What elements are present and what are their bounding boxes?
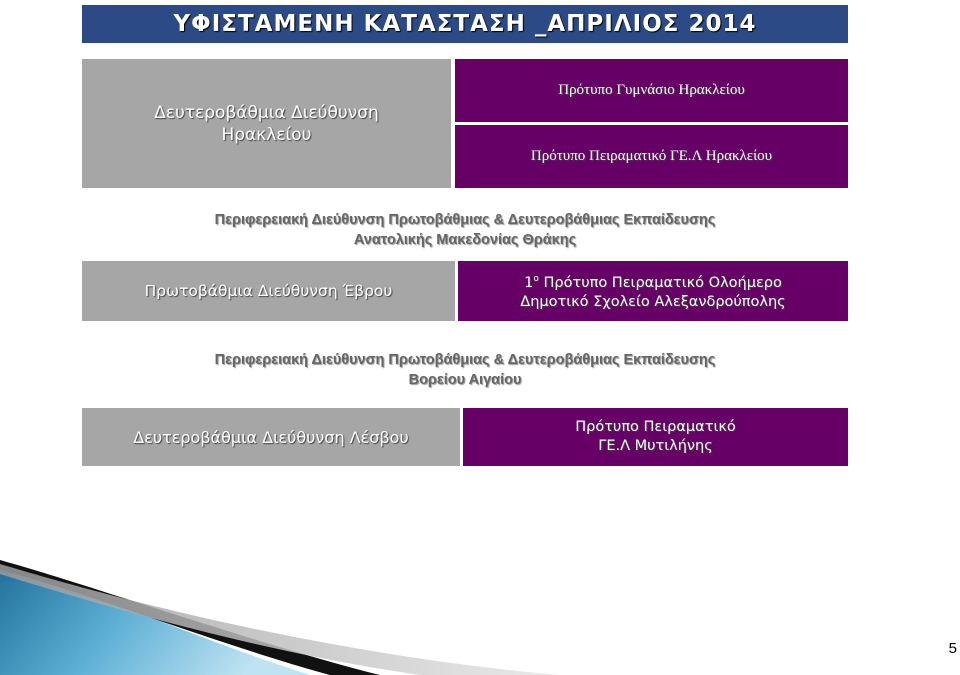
directorate-lesvos-box <box>82 408 460 466</box>
school-lykeio-heraklion-label: Πρότυπο Πειραματικό ΓΕ.Λ Ηρακλείου <box>530 148 773 164</box>
school-lykeio-heraklion-box <box>455 125 848 188</box>
school-mytilene-line-2: ΓΕ.Λ Μυτιλήνης <box>598 438 713 454</box>
directorate-heraklion-label: Δευτεροβάθμια Διεύθυνση Ηρακλείου <box>154 102 379 145</box>
regional-directorate-heading-amth <box>82 210 848 250</box>
heading-line-2: Βορείου Αιγαίου <box>408 372 522 388</box>
school-mytilene-box <box>463 408 848 466</box>
directorate-evros-box <box>82 261 455 321</box>
slide-title: ΥΦΙΣΤΑΜΕΝΗ ΚΑΤΑΣΤΑΣΗ _ΑΠΡΙΛΙΟΣ 2014 <box>82 5 848 43</box>
school-alexandroupoli-box <box>458 261 848 321</box>
decorative-swoosh <box>0 540 960 675</box>
page-number: 5 <box>948 640 957 657</box>
school-mytilene-line-1: Πρότυπο Πειραματικό <box>575 419 736 435</box>
directorate-evros-label: Πρωτοβάθμια Διεύθυνση Έβρου <box>144 282 393 300</box>
heading-line-1: Περιφερειακή Διεύθυνση Πρωτοβάθμιας & Δευτεροβάθμιας Εκπαίδευσης <box>214 352 716 368</box>
heading-line-2: Ανατολικής Μακεδονίας Θράκης <box>353 232 577 248</box>
school-alexandroupoli-line-2: Δημοτικό Σχολείο Αλεξανδρούπολης <box>520 293 786 310</box>
directorate-heraklion-box <box>82 59 451 188</box>
heading-line-1: Περιφερειακή Διεύθυνση Πρωτοβάθμιας & Δευτεροβάθμιας Εκπαίδευσης <box>214 212 716 228</box>
school-gymnasio-heraklion-label: Πρότυπο Γυμνάσιο Ηρακλείου <box>558 82 745 98</box>
school-gymnasio-heraklion-box <box>455 59 848 122</box>
regional-directorate-heading-aegean <box>82 350 848 390</box>
directorate-lesvos-label: Δευτεροβάθμια Διεύθυνση Λέσβου <box>133 427 409 447</box>
school-alexandroupoli-line-1: $1^o$ Πρότυπο Πειραματικό Ολοήμερο <box>524 274 782 291</box>
